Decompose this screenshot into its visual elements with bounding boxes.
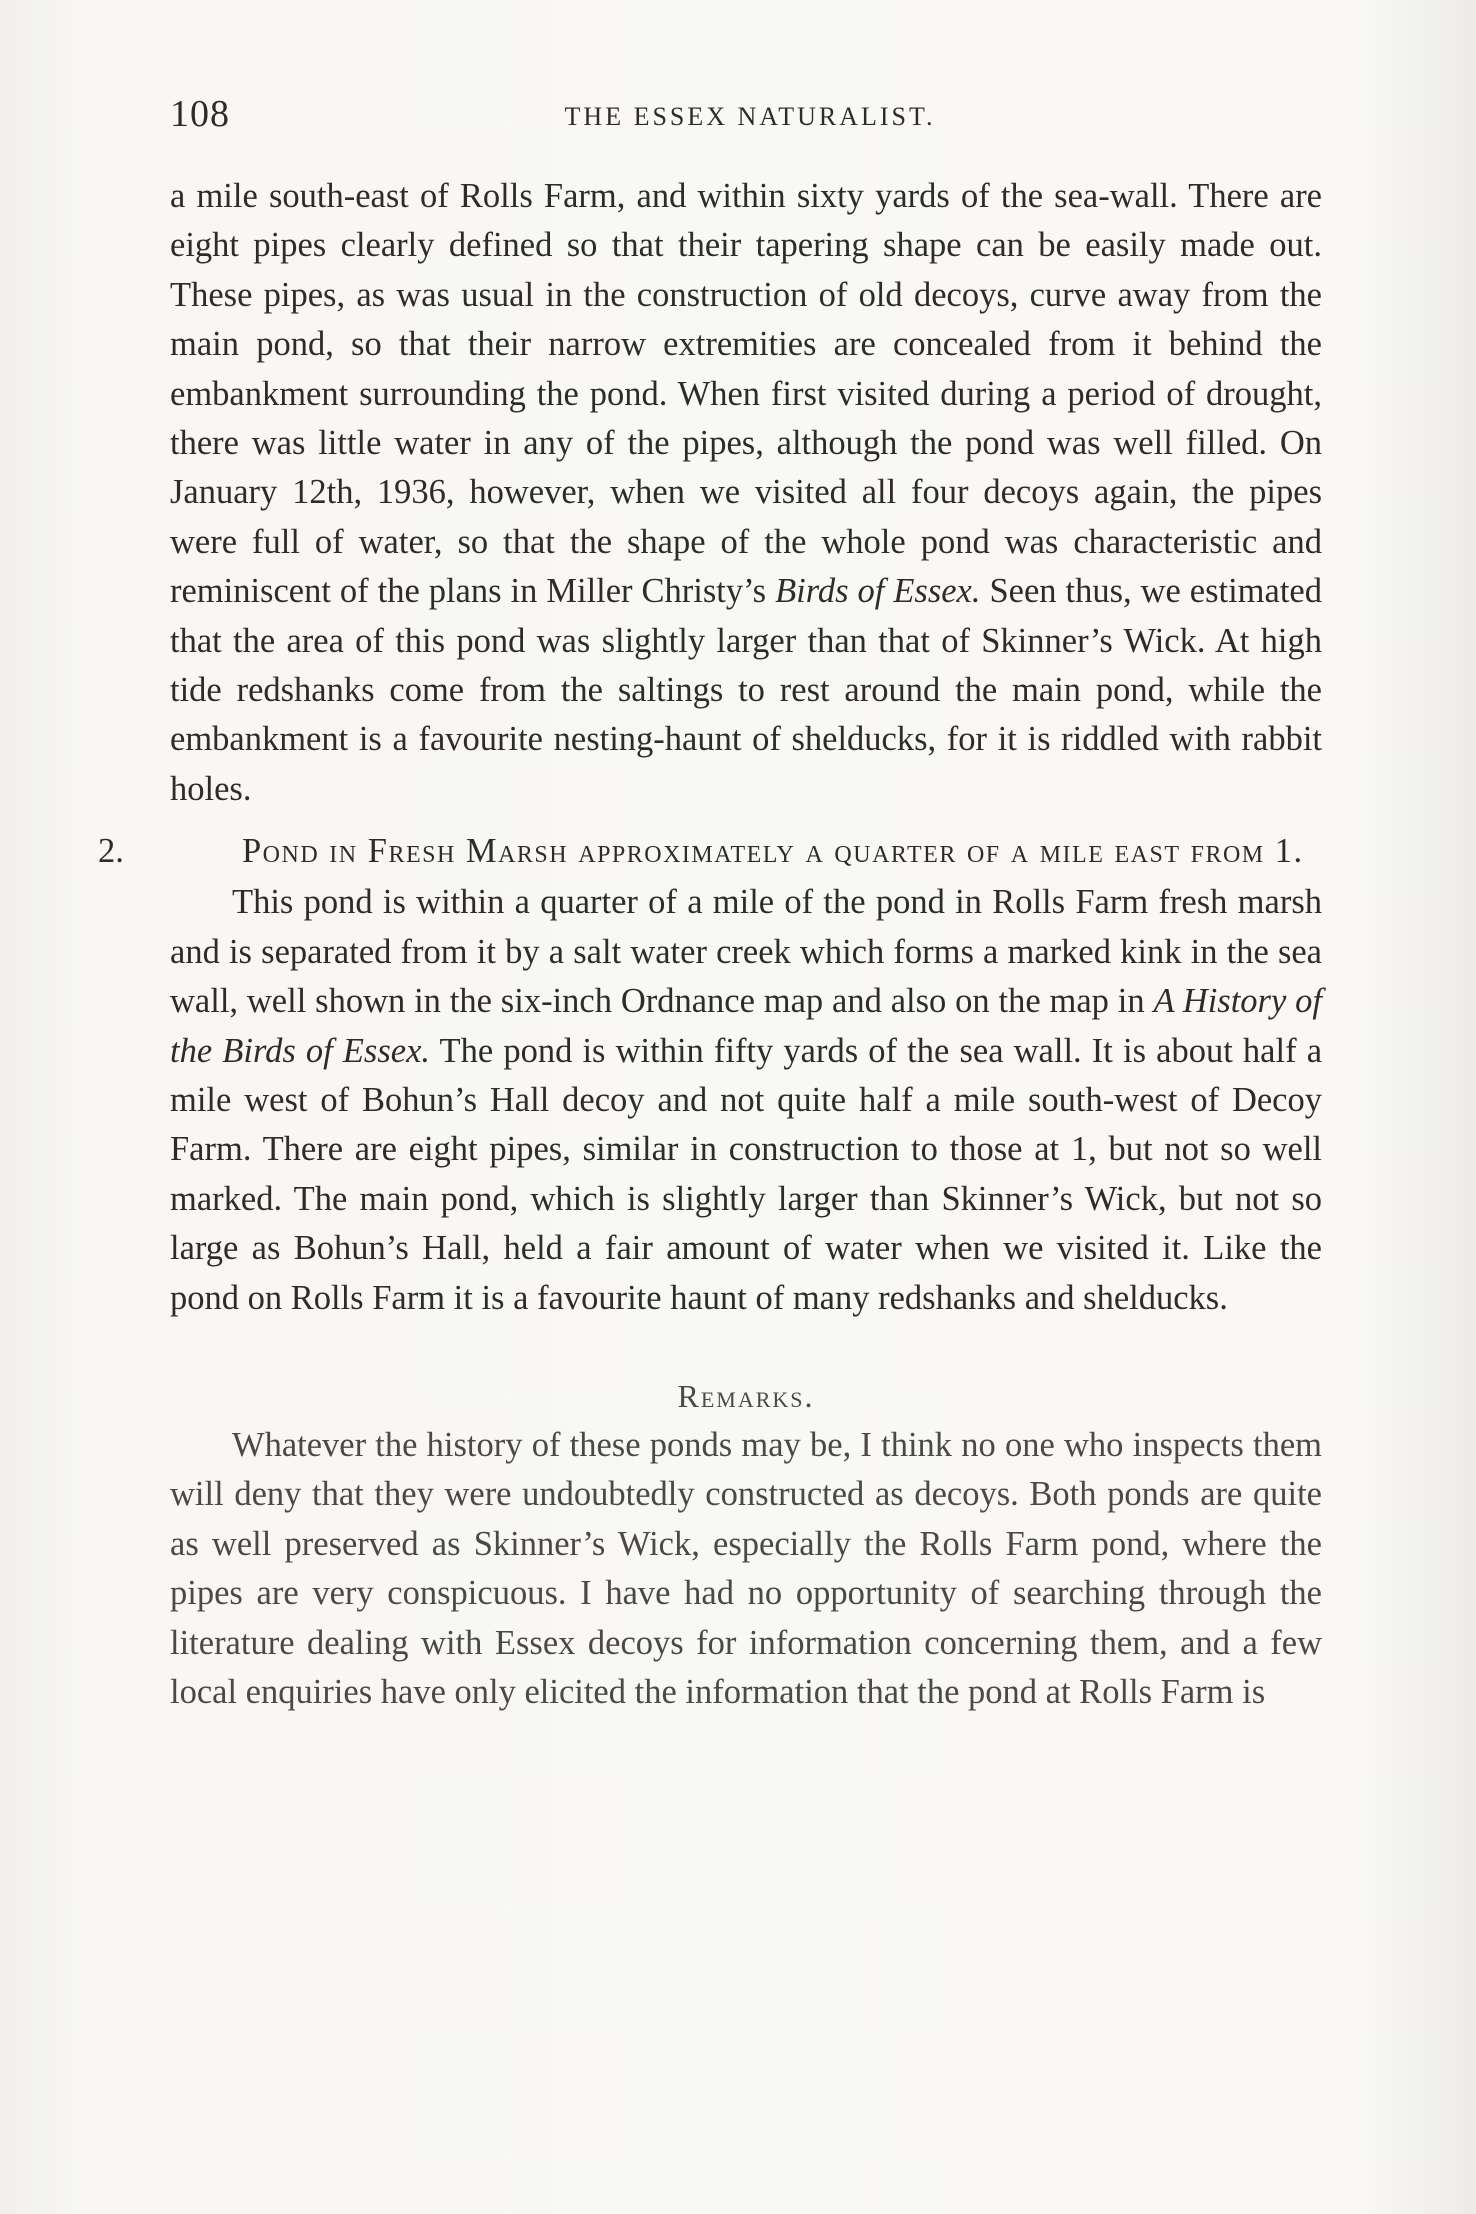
section-2-text-start: This pond is within a quarter of a mile of the pond in Rolls Farm fresh marsh and is separated from it by a salt water creek which forms a marked kink in the sea wall, well shown in the six-inch Ordnance map and also on the map in — [170, 883, 1322, 1021]
section-1-text-end: Seen thus, we estimated that the area of this pond was slightly larger than that of Skinner’s Wick. At high tide redshanks come from the saltings to rest around the main pond, while the embankment is a favourite nesting-haunt of shelducks, for it is riddled with rabbit holes. — [170, 572, 1322, 808]
section-2-text-end: The pond is within fifty yards of the sea wall. It is about half a mile west of Bohun’s Hall decoy and not quite half a mile south-west of Decoy Farm. There are eight pipes, similar in construction to those at 1, but not so well marked. The main pond, which is slightly larger than Skinner’s Wick, but not so large as Bohun’s Hall, held a fair amount of water when we visited it. Like the pond on Rolls Farm it is a favourite haunt of many redshanks and shelducks. — [170, 1031, 1323, 1317]
section-2-title: Pond in Fresh Marsh approximately a quarter of a mile east from 1. — [242, 832, 1304, 871]
section-2-book-title: A History of the Birds of Essex. — [170, 982, 1322, 1070]
section-1-book-title: Birds of Essex. — [775, 572, 981, 611]
running-title: THE ESSEX NATURALIST. — [564, 102, 936, 131]
remarks-paragraph: Whatever the history of these ponds may be, I think no one who inspects them will deny that they were undoubtedly constructed as decoys. Both ponds are quite as well preserved as Skinner’s Wick, especially the Rolls Farm pond, where the pipes are very conspicuous. I have had no opportunity of searching through the literature dealing with Essex decoys for information concerning them, and a few local enquiries have only elicited the information that the pond at Rolls Farm is — [170, 1425, 1322, 1711]
section-2-heading — [98, 828, 1322, 874]
remarks-heading: Remarks. — [677, 1377, 815, 1414]
body-text — [98, 172, 1323, 1717]
section-1-text-start: a mile south-east of Rolls Farm, and within sixty yards of the sea-wall. There are eight pipes clearly defined so that their tapering shape can be easily made out. These pipes, as was usual in the construction of old decoys, curve away from the main pond, so that their narrow extremities are concealed from it behind the embankment surrounding the pond. When first visited during a period of drought, there was little water in any of the pipes, although the pond was well filled. On January 12th, 1936, however, when we visited all four decoys again, the pipes were full of water, so that the shape of the whole pond was characteristic and reminiscent of the plans in Miller Christy’s — [170, 177, 1322, 611]
section-1-continuation-paragraph — [170, 172, 1322, 814]
section-2-paragraph — [170, 878, 1322, 1323]
page-number: 108 — [170, 93, 230, 135]
page-header — [170, 92, 1320, 142]
section-2-number: 2. — [98, 832, 124, 871]
